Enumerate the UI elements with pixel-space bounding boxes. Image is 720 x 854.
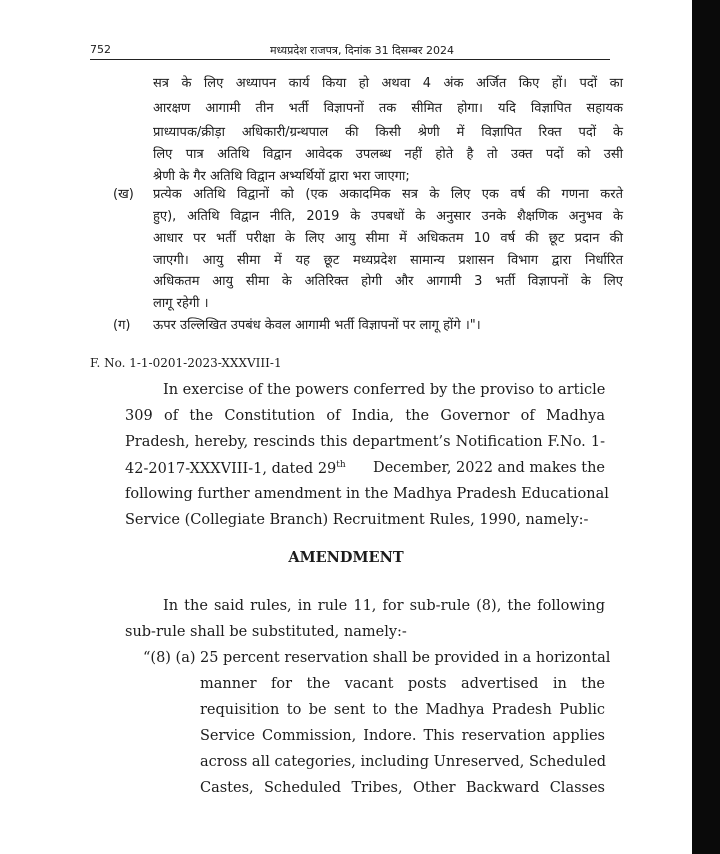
item-ga-text: ऊपर उल्लिखित उपबंध केवल आगामी भर्ती विज्ञापनों पर लागू होंगे ।"। xyxy=(153,318,481,333)
header-rule xyxy=(90,59,610,60)
date-prefix: 42-2017-XXXVIII-1, dated 29 xyxy=(125,460,337,477)
sub-rule-line: Castes, Scheduled Tribes, Other Backward Classes xyxy=(200,780,605,796)
ordinal-suffix: th xyxy=(336,460,346,470)
hindi-para-line: प्राध्यापक/क्रीड़ा अधिकारी/ग्रन्थपाल की किसी श्रेणी में विज्ञापित रिक्त पदों के xyxy=(153,125,623,140)
page-header xyxy=(90,40,610,60)
sub-rule-label: “(8) (a) xyxy=(143,650,196,666)
english-para-line xyxy=(125,460,605,477)
item-kha-line: जाएगी। आयु सीमा में यह छूट मध्यप्रदेश सामान्य प्रशासन विभाग द्वारा निर्धारित xyxy=(153,253,623,268)
date-continuation: December, 2022 and makes the xyxy=(372,460,605,476)
item-kha-line: लागू रहेगी । xyxy=(153,296,209,311)
item-kha-marker: (ख) xyxy=(113,187,134,202)
file-number: F. No. 1-1-0201-2023-XXXVIII-1 xyxy=(90,356,282,370)
amendment-heading: AMENDMENT xyxy=(288,549,404,566)
sub-rule-line: Service Commission, Indore. This reservation applies xyxy=(200,728,605,744)
page-number: 752 xyxy=(90,43,111,56)
english-para-line: sub-rule shall be substituted, namely:- xyxy=(125,624,407,640)
item-kha-line: हुए), अतिथि विद्वान नीति, 2019 के उपबधों के अनुसार उनके शैक्षणिक अनुभव के xyxy=(153,209,623,224)
english-para-line: In exercise of the powers conferred by the proviso to article xyxy=(163,382,606,398)
hindi-para-line: आरक्षण आगामी तीन भर्ती विज्ञापनों तक सीमित होगा। यदि विज्ञापित सहायक xyxy=(153,101,623,116)
item-kha-line: प्रत्येक अतिथि विद्वानों को (एक अकादमिक सत्र के लिए एक वर्ष की गणना करते xyxy=(153,187,623,202)
hindi-para-line: सत्र के लिए अध्यापन कार्य किया हो अथवा 4 अंक अर्जित किए हों। पदों का xyxy=(153,76,623,91)
english-para-line: Service (Collegiate Branch) Recruitment Rules, 1990, namely:- xyxy=(125,512,589,528)
english-para-line: In the said rules, in rule 11, for sub-rule (8), the following xyxy=(163,598,605,614)
viewer-edge xyxy=(692,0,720,854)
item-ga-marker: (ग) xyxy=(113,318,131,333)
english-para-line: 309 of the Constitution of India, the Governor of Madhya xyxy=(125,408,605,424)
sub-rule-line: 25 percent reservation shall be provided in a horizontal xyxy=(200,650,611,666)
gazette-title: मध्यप्रदेश राजपत्र, दिनांक 31 दिसम्बर 2024 xyxy=(270,44,455,57)
hindi-para-line: श्रेणी के गैर अतिथि विद्वान अभ्यर्थियों द्वारा भरा जाएगा; xyxy=(153,169,410,184)
english-para-line: Pradesh, hereby, rescinds this department’s Notification F.No. 1- xyxy=(125,434,605,450)
item-kha-line: आधार पर भर्ती परीक्षा के लिए आयु सीमा में अधिकतम 10 वर्ष की छूट प्रदान की xyxy=(153,231,623,246)
english-para-line: following further amendment in the Madhya Pradesh Educational xyxy=(125,486,609,502)
hindi-para-line: लिए पात्र अतिथि विद्वान आवेदक उपलब्ध नहीं होते है तो उक्त पदों को उसी xyxy=(153,147,623,162)
sub-rule-line: across all categories, including Unreserved, Scheduled xyxy=(200,754,607,770)
item-kha-line: अधिकतम आयु सीमा के अतिरिक्त होगी और आगामी 3 भर्ती विज्ञापनों के लिए xyxy=(153,274,623,289)
date-text xyxy=(125,460,346,477)
sub-rule-line: requisition to be sent to the Madhya Pradesh Public xyxy=(200,702,605,718)
sub-rule-line: manner for the vacant posts advertised in the xyxy=(200,676,605,692)
